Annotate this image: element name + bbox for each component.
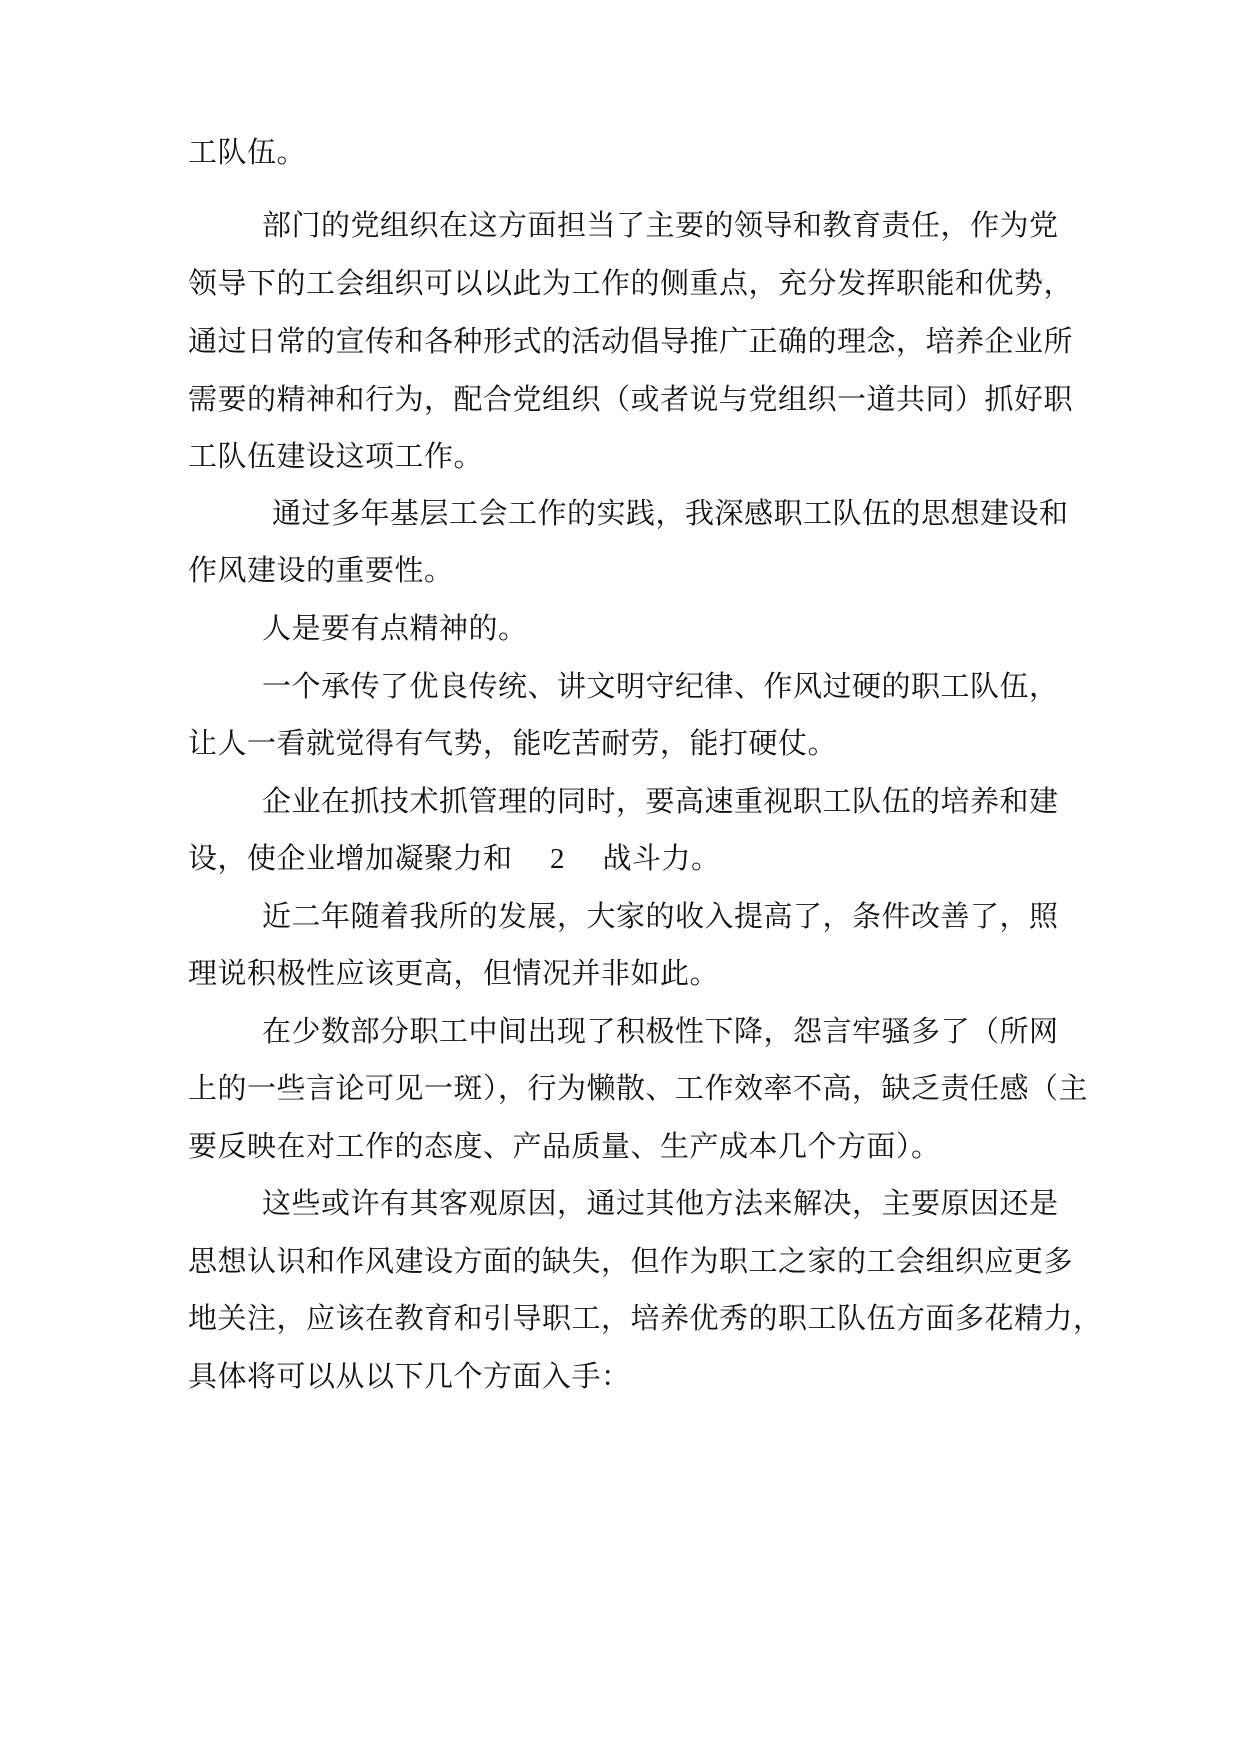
text-segment: 设，使企业增加凝聚力和 [188, 841, 513, 875]
text-line: 通过日常的宣传和各种形式的活动倡导推广正确的理念，培养企业所 [188, 324, 1074, 358]
text-line: 需要的精神和行为，配合党组织（或者说与党组织一道共同）抓好职 [188, 382, 1074, 416]
paragraph-line: 近二年随着我所的发展，大家的收入提高了，条件改善了，照 [262, 899, 1059, 933]
paragraph-line: 这些或许有其客观原因，通过其他方法来解决，主要原因还是 [262, 1186, 1059, 1220]
paragraph-line: 人是要有点精神的。 [262, 611, 528, 645]
text-segment: 战斗力。 [602, 841, 721, 875]
text-line: 地关注，应该在教育和引导职工，培养优秀的职工队伍方面多花精力， [188, 1301, 1103, 1335]
paragraph-line: 一个承传了优良传统、讲文明守纪律、作风过硬的职工队伍， [262, 669, 1059, 703]
text-line: 让人一看就觉得有气势，能吃苦耐劳，能打硬仗。 [188, 726, 838, 760]
text-line: 具体将可以从以下几个方面入手： [188, 1359, 631, 1393]
paragraph-line: 通过多年基层工会工作的实践，我深感职工队伍的思想建设和 [272, 496, 1069, 530]
text-line [188, 838, 1058, 878]
text-line: 思想认识和作风建设方面的缺失，但作为职工之家的工会组织应更多 [188, 1244, 1074, 1278]
text-line: 上的一些言论可见一斑），行为懒散、工作效率不高，缺乏责任感（主 [188, 1071, 1089, 1105]
text-line: 要反映在对工作的态度、产品质量、生产成本几个方面）。 [188, 1129, 941, 1163]
paragraph-line: 部门的党组织在这方面担当了主要的领导和教育责任，作为党 [262, 208, 1059, 242]
text-line: 工队伍。 [188, 135, 307, 169]
text-line: 工队伍建设这项工作。 [188, 439, 484, 473]
text-line: 作风建设的重要性。 [188, 553, 454, 587]
text-line: 领导下的工会组织可以以此为工作的侧重点，充分发挥职能和优势， [188, 266, 1074, 300]
paragraph-line: 企业在抓技术抓管理的同时，要高速重视职工队伍的培养和建 [262, 784, 1059, 818]
text-line: 理说积极性应该更高，但情况并非如此。 [188, 956, 720, 990]
paragraph-line: 在少数部分职工中间出现了积极性下降，怨言牢骚多了（所网 [262, 1014, 1059, 1048]
page-number: 2 [550, 843, 566, 875]
